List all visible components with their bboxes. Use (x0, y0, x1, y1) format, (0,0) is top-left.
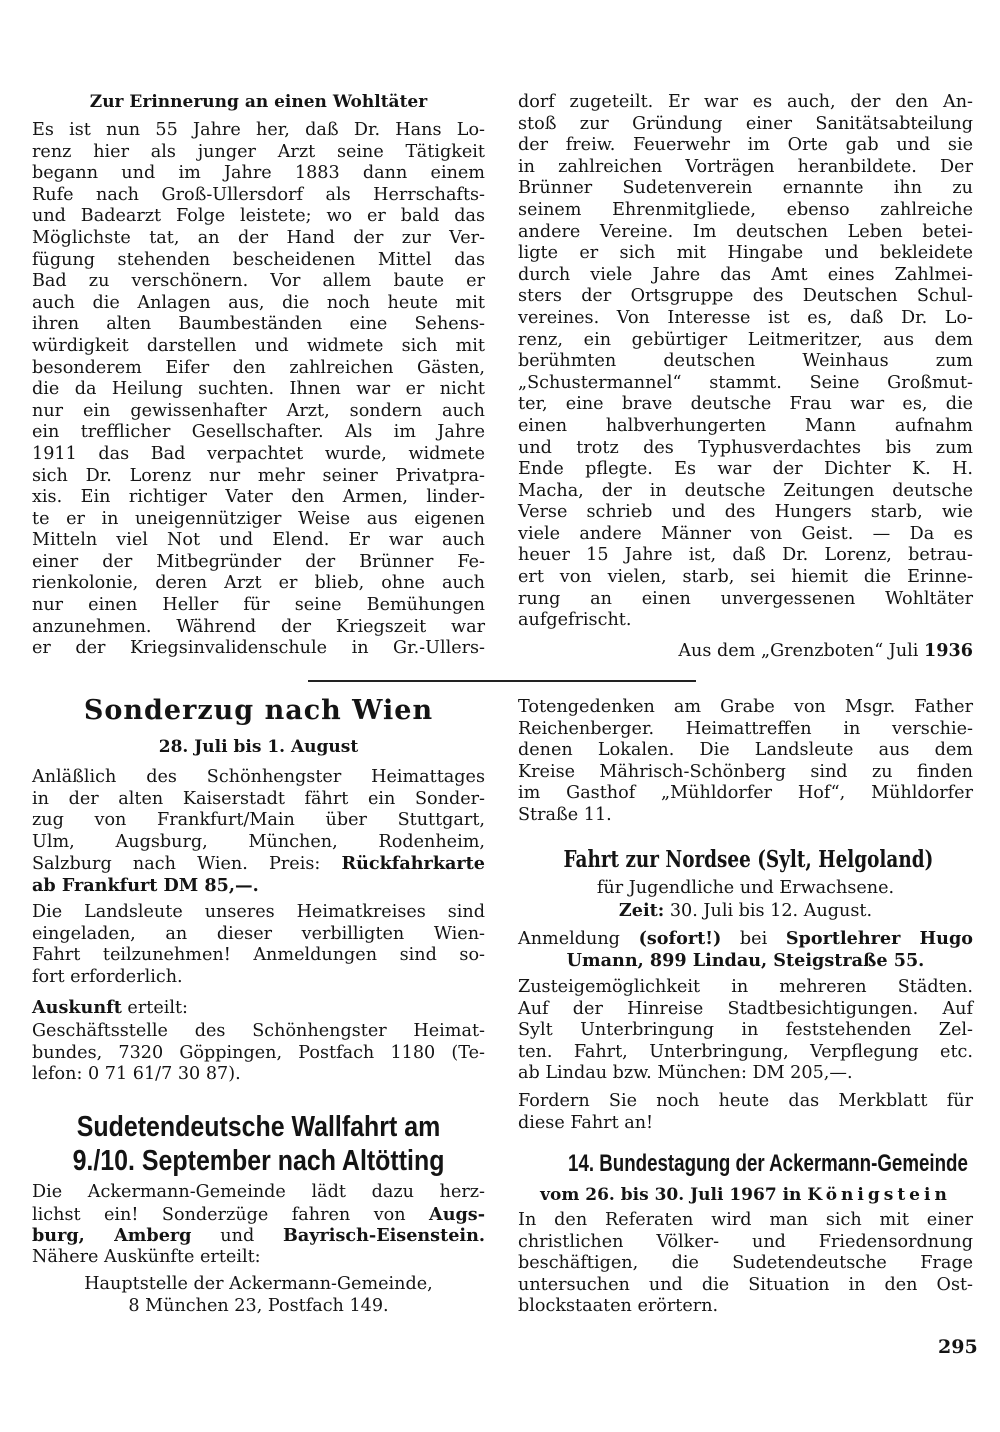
text-line: Geschäftsstelle des Schönhengster Heimat- (32, 1021, 485, 1041)
text-line: Totengedenken am Grabe von Msgr. Father (518, 697, 973, 717)
text-line: te er in uneigennütziger Weise aus eigenen (32, 508, 485, 529)
text-line: berühmten deutschen Weinhaus zum (518, 351, 973, 372)
text-line: vereines. Von Interesse ist es, daß Dr. Lo- (518, 307, 973, 328)
text-line: heuer 15 Jahre ist, daß Dr. Lorenz, betrau- (518, 545, 973, 566)
heading-sonderzug: Sonderzug nach Wien (83, 695, 434, 726)
text-line: untersuchen und die Situation in den Ost- (518, 1274, 973, 1295)
text-line: anzunehmen. Während der Kriegszeit war (32, 616, 485, 637)
bundestagung-paragraph (518, 1210, 973, 1318)
nordsee-anmeldung (518, 928, 973, 950)
text-line: sich Dr. Lorenz nur mehr seiner Privatpra- (32, 465, 485, 486)
sonderzug-paragraph-1 (32, 767, 485, 897)
text-line: Ulm, Augsburg, München, Rodenheim, (32, 831, 485, 852)
text-line: rung an einen unvergessenen Wohltäter (518, 588, 973, 609)
text-line: würdigkeit darstellen und widmete sich mit (32, 335, 485, 356)
sonderzug-address (32, 1021, 485, 1086)
bold-text: Sportlehrer Hugo (785, 928, 973, 949)
bold-text: (sofort!) (638, 928, 722, 949)
text-line: besonderem Eifer den zahlreichen Gästen, (32, 357, 485, 378)
text-line: Kreise Mährisch-Schönberg sind zu finden (518, 761, 973, 782)
text-line: auch die Anlagen aus, die noch heute mit (32, 292, 485, 313)
bold-text: burg, Amberg (32, 1225, 192, 1247)
text-line: Zeit: 30. Juli bis 12. August. (618, 899, 873, 921)
text-line: seinem Ehrenmitgliede, ebenso zahlreiche (518, 199, 973, 220)
text-line: Aus dem „Grenzboten“ Juli 1936 (678, 640, 973, 661)
nordsee-paragraph (518, 977, 973, 1085)
text-line: einen halbverhungerten Mann aufnahm (518, 415, 973, 436)
text-line: ein trefflicher Gesellschafter. Als im Jahre (32, 422, 485, 443)
section-divider (308, 680, 696, 682)
text-line: in zahlreichen Vorträgen heranbildete. Der (518, 156, 973, 177)
text-line: fort erforderlich. (32, 966, 183, 987)
text-line: rienkolonie, deren Arzt er blieb, ohne auch (32, 573, 485, 594)
text-line: stoß zur Gründung einer Sanitätsabteilung (518, 113, 973, 134)
text-line: Anläßlich des Schönhengster Heimattages (32, 767, 485, 787)
wallfahrt-paragraph (32, 1182, 485, 1268)
heading-bundestagung: 14. Bundestagung der Ackermann-Gemeinde (568, 1150, 968, 1177)
text-line: „Schustermannel“ stammt. Seine Großmut- (518, 372, 973, 393)
text-line: christlichen Völker- und Friedensordnung (518, 1231, 973, 1252)
text-line: xis. Ein richtiger Vater den Armen, linder- (32, 487, 485, 508)
text-line: Hauptstelle der Ackermann-Gemeinde, (84, 1274, 433, 1294)
heading-wallfahrt-line-2: 9./10. September nach Altötting (72, 1145, 445, 1177)
bold-text: ab Frankfurt DM 85,—. (32, 874, 259, 896)
bold-text: Zeit: (618, 899, 665, 921)
text-line: dorf zugeteilt. Er war es auch, der den An- (518, 92, 973, 112)
text-line: In den Referaten wird man sich mit einer (518, 1210, 973, 1230)
bold-text: Augs- (429, 1203, 485, 1225)
nordsee-intro (518, 878, 973, 921)
text-line: viele andere Männer von Geist. — Da es (518, 523, 973, 544)
text-line: Salzburg nach Wien. Preis: Rückfahrkarte (32, 853, 485, 875)
nordsee-anmeldung-address (518, 950, 973, 972)
text-line: durch viele Jahre das Amt eines Zahlmei- (518, 264, 973, 285)
text-line: diese Fahrt an! (518, 1112, 654, 1133)
text-line: eingeladen, an dieser verbilligten Wien- (32, 923, 485, 944)
text-line: begann und im Jahre 1883 dann einem (32, 163, 485, 184)
text-line: für Jugendliche und Erwachsene. (596, 878, 895, 898)
article-source-credit (518, 640, 973, 662)
text-line: einer der Mitbegründer der Brünner Fe- (32, 551, 485, 572)
text-line: nur einen Heller für seine Bemühungen (32, 595, 485, 616)
text-line: beschäftigen, die Sudetendeutsche Frage (518, 1253, 973, 1274)
text-line: blockstaaten erörtern. (518, 1296, 719, 1317)
text-line: Brünner Sudetenverein ernannte ihn zu (518, 178, 973, 199)
text-line: Rufe nach Groß-Ullersdorf als Herrschafts- (32, 184, 485, 205)
text-line (32, 875, 485, 897)
text-line: lichst ein! Sonderzüge fahren von Augs- (32, 1203, 485, 1225)
text-line: lefon: 0 71 61/7 30 87). (32, 1064, 241, 1085)
text-line: Straße 11. (518, 804, 612, 825)
text-line: Bad zu verschönern. Vor allem baute er (32, 271, 485, 292)
bold-text: Auskunft (32, 997, 122, 1018)
article-erinnerung-left-column (32, 120, 485, 660)
text-line: der freiw. Feuerwehr im Orte gab und sie (518, 135, 973, 156)
text-line: 1911 das Bad verpachtet wurde, widmete (32, 443, 485, 464)
sonderzug-date: 28. Juli bis 1. August (158, 737, 359, 757)
text-line: Es ist nun 55 Jahre her, daß Dr. Hans Lo- (32, 120, 485, 140)
bold-text: Umann, 899 Lindau, Steigstraße 55. (566, 950, 925, 971)
text-line: Fordern Sie noch heute das Merkblatt für (518, 1091, 973, 1111)
text-line: Fahrt teilzunehmen! Anmeldungen sind so- (32, 945, 485, 966)
text-line: ert von vielen, starb, sei hiemit die Erinne- (518, 567, 973, 588)
text-line: aufgefrischt. (518, 610, 632, 631)
text-line (518, 950, 973, 972)
text-line: ligte er sich mit Hingabe und bekleidete (518, 243, 973, 264)
text-line: denen Lokalen. Die Landsleute aus dem (518, 740, 973, 761)
text-line: renz hier als junger Arzt seine Tätigkeit (32, 141, 485, 162)
text-line: Mitteln viel Not und Elend. Er war auch (32, 530, 485, 551)
sonderzug-auskunft (32, 997, 485, 1019)
bold-text: Bayrisch-Eisenstein. (283, 1225, 485, 1247)
text-line: Auskunft erteilt: (32, 997, 188, 1018)
text-line: und trotz des Typhusverdachtes bis zum (518, 437, 973, 458)
article-erinnerung-right-column (518, 92, 973, 632)
bundestagung-date-prefix: vom 26. bis 30. Juli 1967 in (540, 1185, 808, 1205)
text-line: Reichenberger. Heimattreffen in verschie- (518, 718, 973, 739)
bold-text: 1936 (924, 640, 973, 661)
bold-text: Rückfahrkarte (341, 853, 485, 875)
article-title-erinnerung: Zur Erinnerung an einen Wohltäter (89, 92, 428, 112)
page-number: 295 (938, 1336, 978, 1358)
text-line: ten. Fahrt, Unterbringung, Verpflegung etc. (518, 1041, 973, 1062)
text-line: Sylt Unterbringung in feststehenden Zel- (518, 1020, 973, 1041)
text-line: Möglichste tat, an der Hand der zur Ver- (32, 227, 485, 248)
text-line: im Gasthof „Mühldorfer Hof“, Mühldorfer (518, 783, 973, 804)
text-line: sters der Ortsgruppe des Deutschen Schul- (518, 286, 973, 307)
text-line: ihren alten Baumbeständen eine Sehens- (32, 314, 485, 335)
text-line: die da Heilung suchten. Ihnen war er nicht (32, 379, 485, 400)
totengedenken-paragraph (518, 697, 973, 827)
text-line: Nähere Auskünfte erteilt: (32, 1246, 261, 1267)
text-line: und Badearzt Folge leistete; wo er bald das (32, 206, 485, 227)
heading-nordsee: Fahrt zur Nordsee (Sylt, Helgoland) (563, 846, 934, 873)
nordsee-merkblatt (518, 1091, 973, 1134)
text-line: 8 München 23, Postfach 149. (128, 1295, 389, 1316)
text-line: bundes, 7320 Göppingen, Postfach 1180 (Te- (32, 1042, 485, 1063)
text-line: renz, ein gebürtiger Leitmeritzer, aus dem (518, 329, 973, 350)
text-line: Die Ackermann-Gemeinde lädt dazu herz- (32, 1182, 485, 1202)
text-line: Anmeldung (sofort!) bei Sportlehrer Hugo (518, 928, 973, 949)
text-line: burg, Amberg und Bayrisch-Eisenstein. (32, 1225, 485, 1247)
text-line: Auf der Hinreise Stadtbesichtigungen. Auf (518, 998, 973, 1019)
heading-wallfahrt (64, 1110, 454, 1178)
text-line: Zusteigemöglichkeit in mehreren Städten. (518, 977, 973, 997)
text-line: ab Lindau bzw. München: DM 205,—. (518, 1063, 853, 1084)
text-line: ter, eine brave deutsche Frau war es, die (518, 394, 973, 415)
bundestagung-date-place: Königstein (807, 1185, 951, 1205)
text-line: er der Kriegsinvalidenschule in Gr.-Ullers- (32, 638, 485, 659)
text-line: Macha, der in deutsche Zeitungen deutsche (518, 480, 973, 501)
text-line: in der alten Kaiserstadt fährt ein Sonder- (32, 788, 485, 809)
text-line: Ende pflegte. Es war der Dichter K. H. (518, 459, 973, 480)
text-line: fügung stehenden bescheidenen Mittel das (32, 249, 485, 270)
text-line: Verse schrieb und des Hungers starb, wie (518, 502, 973, 523)
text-line: zug von Frankfurt/Main über Stuttgart, (32, 810, 485, 831)
text-line: Die Landsleute unseres Heimatkreises sind (32, 902, 485, 922)
bundestagung-date (518, 1185, 973, 1205)
wallfahrt-address (32, 1274, 485, 1317)
heading-wallfahrt-line-1: Sudetendeutsche Wallfahrt am (76, 1111, 441, 1143)
text-line: nur ein gewissenhafter Arzt, sondern auch (32, 400, 485, 421)
text-line: andere Vereine. Im deutschen Leben betei- (518, 221, 973, 242)
sonderzug-paragraph-2 (32, 902, 485, 988)
